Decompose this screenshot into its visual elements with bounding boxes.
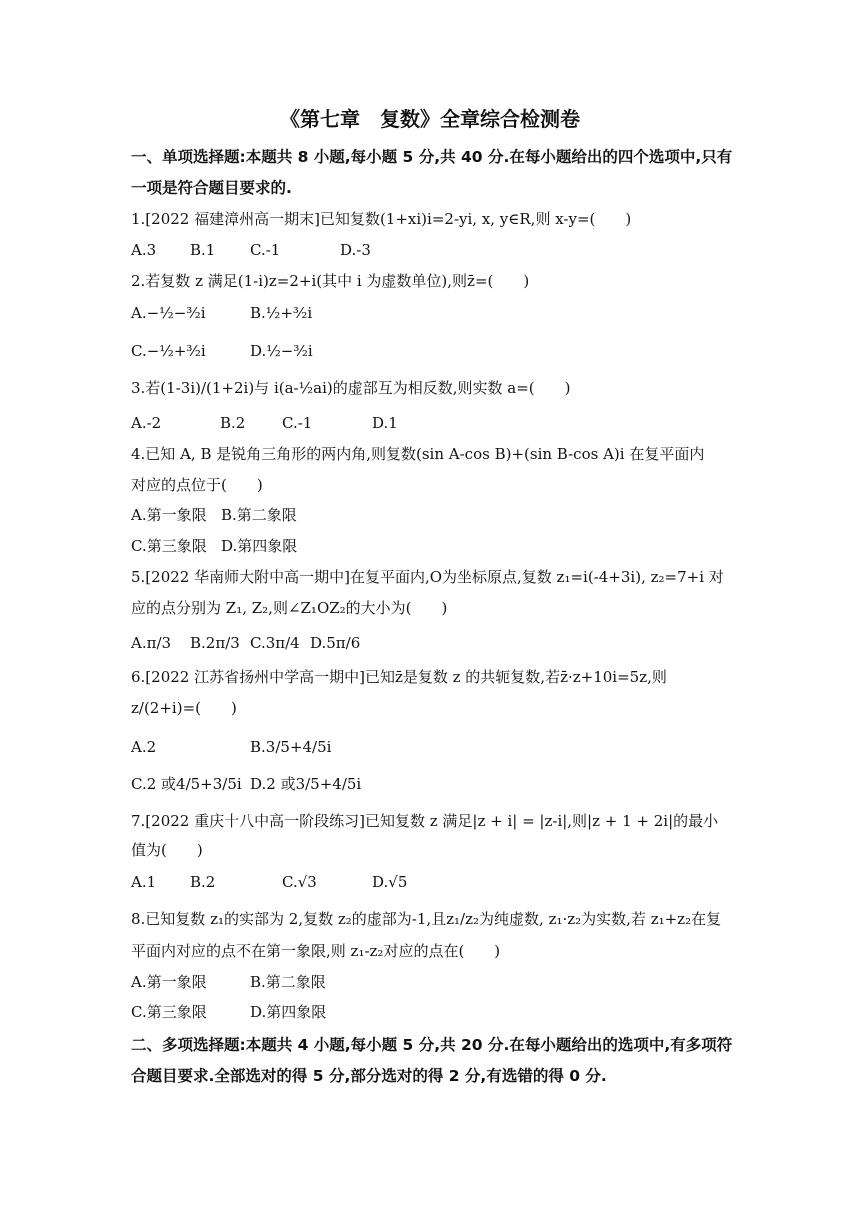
q7-option-d: D.√5 bbox=[372, 873, 408, 891]
q7-option-c: C.√3 bbox=[282, 873, 317, 891]
q4-option-a: A.第一象限 bbox=[131, 506, 207, 524]
q2-option-a: A.−½−³⁄₂i bbox=[131, 304, 206, 322]
q7-option-a: A.1 bbox=[131, 873, 157, 891]
q4-option-d: D.第四象限 bbox=[221, 537, 298, 555]
q3-stem: 3.若(1-3i)/(1+2i)与 i(a-½ai)的虚部互为相反数,则实数 a=( ) bbox=[131, 379, 571, 397]
page-title: 《第七章 复数》全章综合检测卷 bbox=[280, 107, 580, 131]
q3-option-d: D.1 bbox=[372, 414, 398, 432]
section2-heading-line1: 二、多项选择题:本题共 4 小题,每小题 5 分,共 20 分.在每小题给出的选项中,有多项符 bbox=[131, 1036, 733, 1054]
q5-stem-line1: 5.[2022 华南师大附中高一期中]在复平面内,O为坐标原点,复数 z₁=i(-4+3i), z₂=7+i 对 bbox=[131, 568, 724, 586]
q4-option-c: C.第三象限 bbox=[131, 537, 207, 555]
q2-option-b: B.½+³⁄₂i bbox=[250, 304, 313, 322]
q8-option-d: D.第四象限 bbox=[250, 1003, 327, 1021]
q4-stem-line2: 对应的点位于( ) bbox=[131, 476, 263, 494]
section1-heading-line2: 一项是符合题目要求的. bbox=[131, 179, 292, 197]
q5-option-a: A.π/3 bbox=[131, 634, 172, 652]
q4-option-b: B.第二象限 bbox=[221, 506, 297, 524]
q8-stem-line1: 8.已知复数 z₁的实部为 2,复数 z₂的虚部为-1,且z₁/z₂为纯虚数, z₁·z₂为实数,若 z₁+z₂在复 bbox=[131, 910, 722, 928]
q1-option-c: C.-1 bbox=[250, 241, 281, 259]
q6-option-a: A.2 bbox=[131, 738, 157, 756]
q3-option-a: A.-2 bbox=[131, 414, 162, 432]
q5-option-d: D.5π/6 bbox=[310, 634, 361, 652]
q6-stem-line1: 6.[2022 江苏省扬州中学高一期中]已知z̄是复数 z 的共轭复数,若z̄·z+10i=5z,则 bbox=[131, 668, 667, 686]
q5-stem-line2: 应的点分别为 Z₁, Z₂,则∠Z₁OZ₂的大小为( ) bbox=[131, 599, 448, 617]
q3-option-b: B.2 bbox=[220, 414, 246, 432]
q6-option-d: D.2 或3/5+4/5i bbox=[250, 775, 362, 793]
q5-option-b: B.2π/3 bbox=[190, 634, 240, 652]
q6-option-b: B.3/5+4/5i bbox=[250, 738, 332, 756]
q1-option-d: D.-3 bbox=[340, 241, 371, 259]
q8-option-a: A.第一象限 bbox=[131, 973, 207, 991]
q2-stem: 2.若复数 z 满足(1-i)z=2+i(其中 i 为虚数单位),则z̄=( ) bbox=[131, 272, 530, 290]
section1-heading-line1: 一、单项选择题:本题共 8 小题,每小题 5 分,共 40 分.在每小题给出的四个选项中,只有 bbox=[131, 148, 733, 166]
q7-stem-line2: 值为( ) bbox=[131, 841, 203, 859]
q6-option-c: C.2 或4/5+3/5i bbox=[131, 775, 242, 793]
q8-option-b: B.第二象限 bbox=[250, 973, 326, 991]
q7-stem-line1: 7.[2022 重庆十八中高一阶段练习]已知复数 z 满足|z + i| = |z-i|,则|z + 1 + 2i|的最小 bbox=[131, 812, 719, 830]
q5-option-c: C.3π/4 bbox=[250, 634, 300, 652]
q8-stem-line2: 平面内对应的点不在第一象限,则 z₁-z₂对应的点在( ) bbox=[131, 942, 501, 960]
q8-option-c: C.第三象限 bbox=[131, 1003, 207, 1021]
q2-option-d: D.½−³⁄₂i bbox=[250, 342, 313, 360]
q1-option-a: A.3 bbox=[131, 241, 157, 259]
section2-heading-line2: 合题目要求.全部选对的得 5 分,部分选对的得 2 分,有选错的得 0 分. bbox=[131, 1067, 607, 1085]
q6-stem-line2: z/(2+i)=( ) bbox=[131, 699, 237, 717]
q2-option-c: C.−½+³⁄₂i bbox=[131, 342, 206, 360]
q3-option-c: C.-1 bbox=[282, 414, 313, 432]
q1-stem: 1.[2022 福建漳州高一期末]已知复数(1+xi)i=2-yi, x, y∈R,则 x-y=( ) bbox=[131, 210, 632, 228]
q7-option-b: B.2 bbox=[190, 873, 216, 891]
q1-option-b: B.1 bbox=[190, 241, 216, 259]
q4-stem-line1: 4.已知 A, B 是锐角三角形的两内角,则复数(sin A-cos B)+(sin B-cos A)i 在复平面内 bbox=[131, 445, 705, 463]
